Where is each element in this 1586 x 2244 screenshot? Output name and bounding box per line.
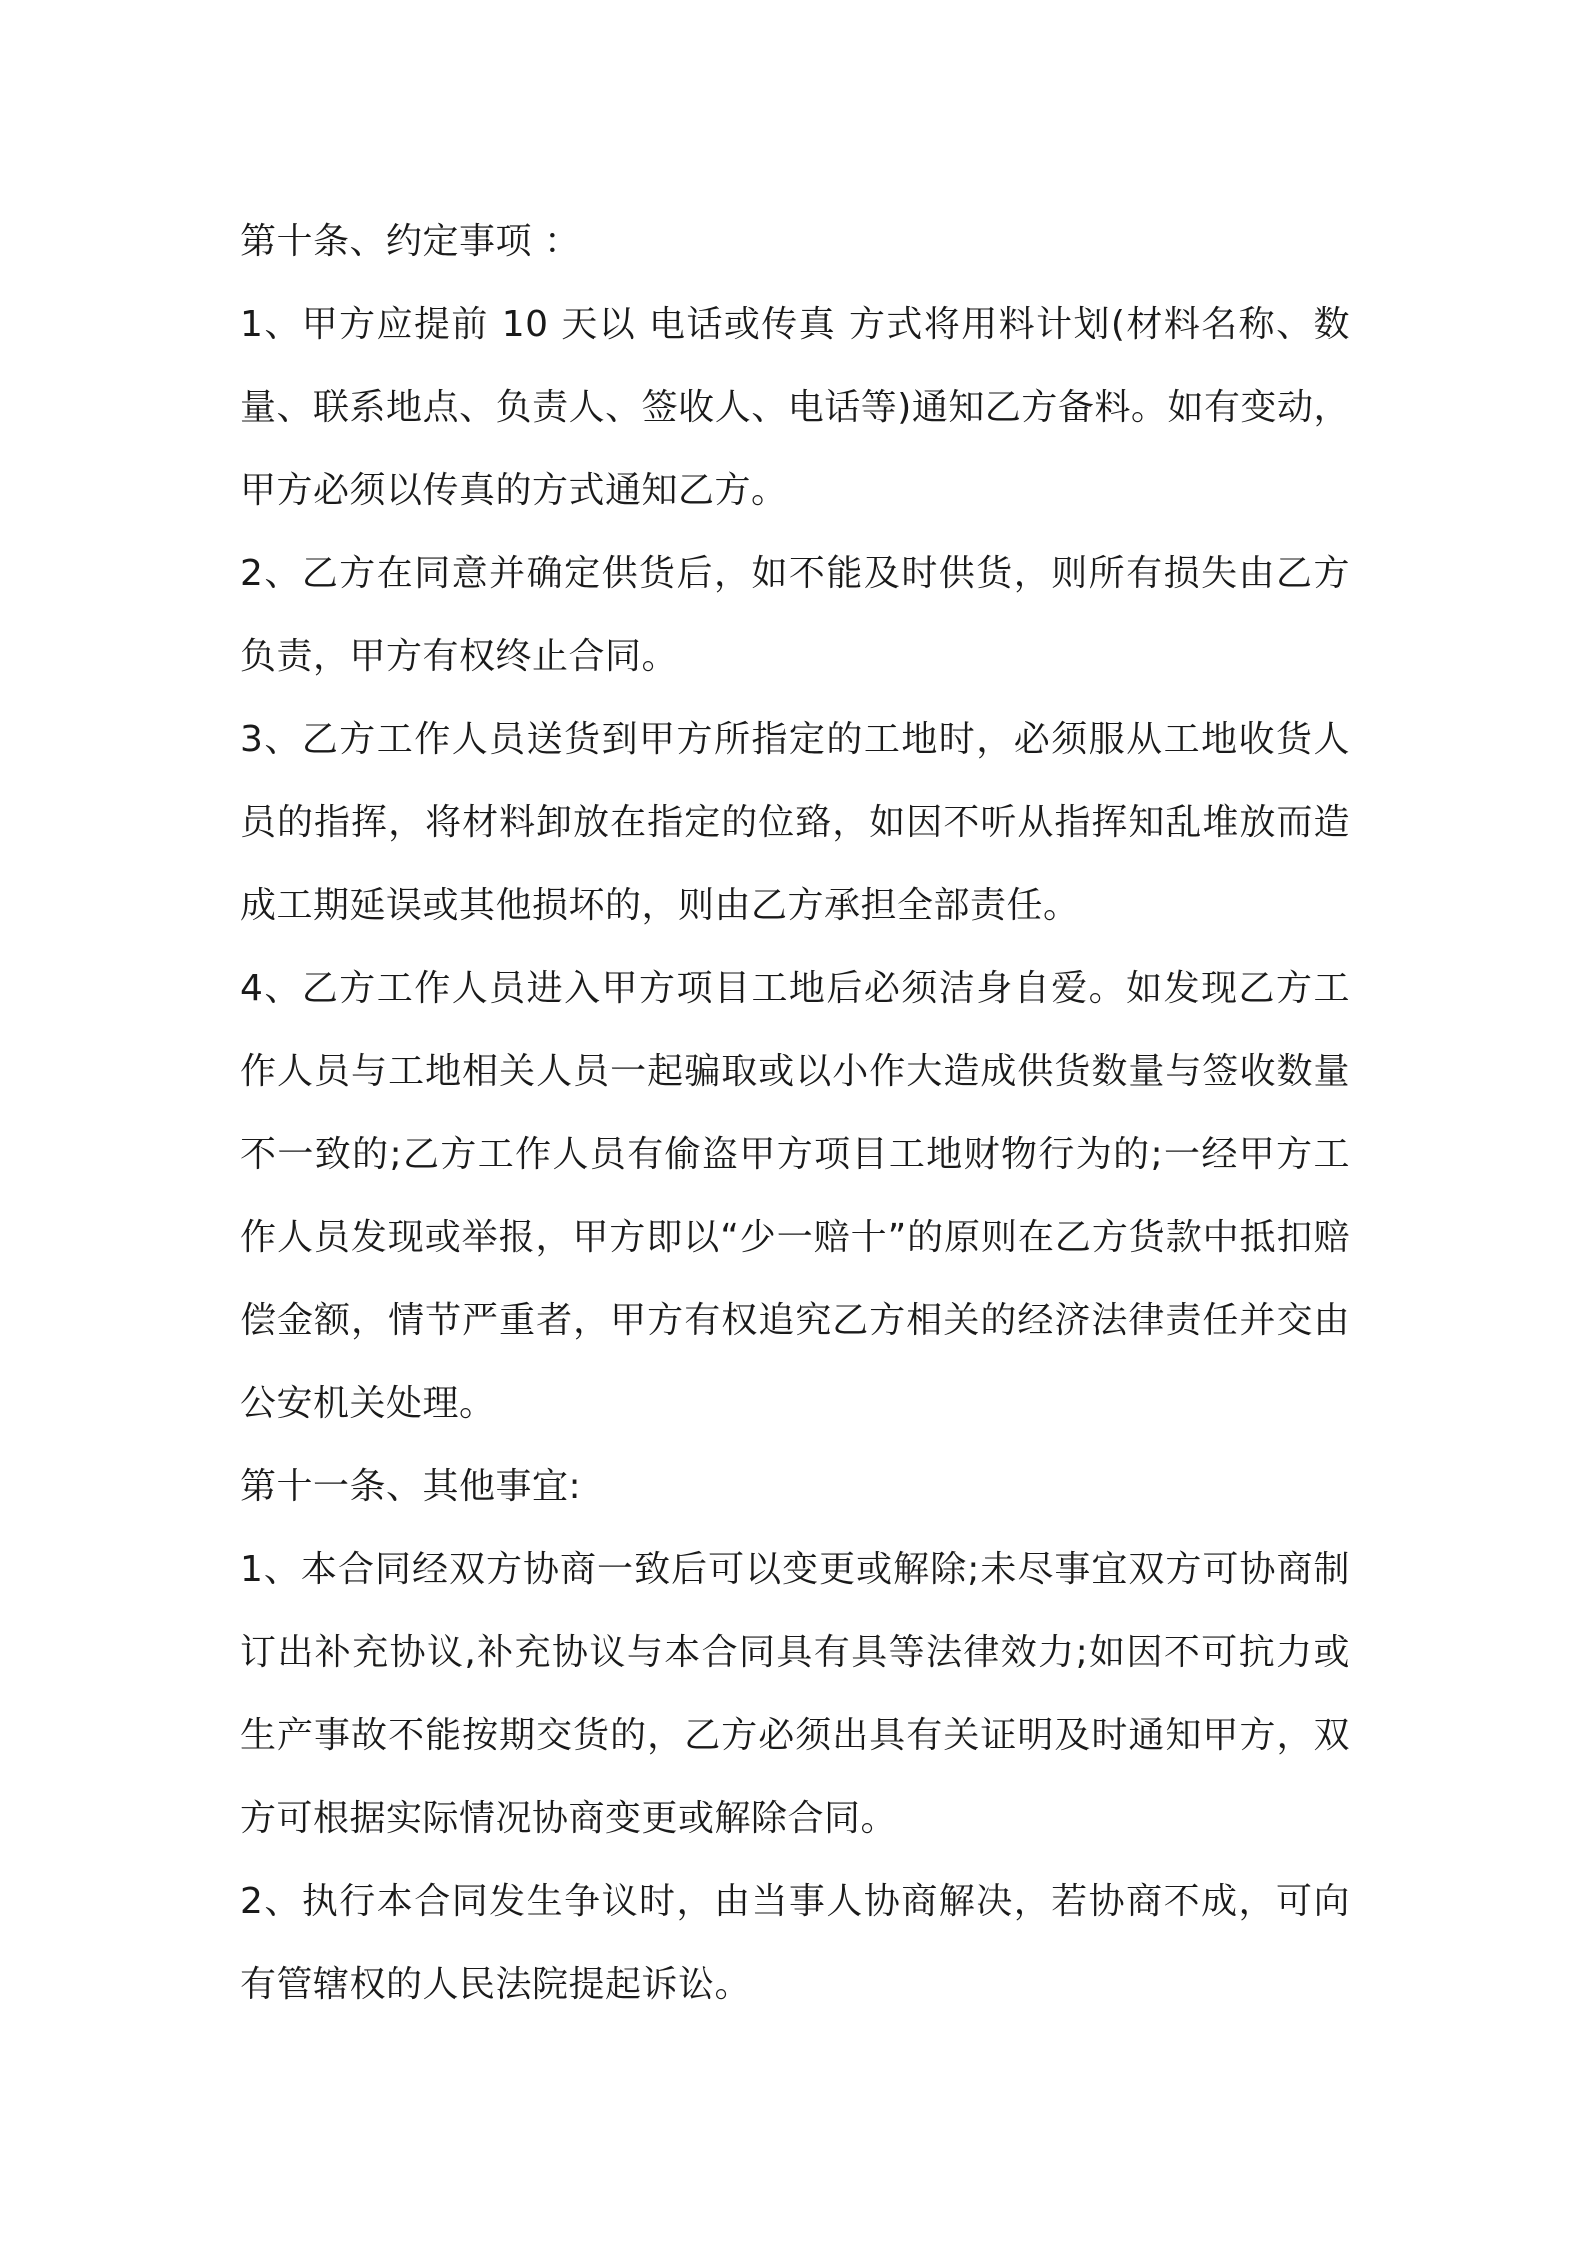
article-10-item-2: 2、乙方在同意并确定供货后，如不能及时供货，则所有损失由乙方负责，甲方有权终止合同。 <box>240 553 1350 677</box>
document-body <box>240 200 1350 2026</box>
article-11-item-1: 1、本合同经双方协商一致后可以变更或解除;未尽事宜双方可协商制订出补充协议,补充协议与本合同具有具等法律效力;如因不可抗力或生产事故不能按期交货的，乙方必须出具有关证明及时通知甲方，双方可根据实际情况协商变更或解除合同。 <box>240 1549 1350 1839</box>
article-10-item-3: 3、乙方工作人员送货到甲方所指定的工地时，必须服从工地收货人员的指挥，将材料卸放在指定的位臵，如因不听从指挥知乱堆放而造成工期延误或其他损坏的，则由乙方承担全部责任。 <box>240 719 1350 926</box>
article-11-item-2: 2、执行本合同发生争议时，由当事人协商解决，若协商不成，可向有管辖权的人民法院提起诉讼。 <box>240 1881 1350 2005</box>
article-10-item-4: 4、乙方工作人员进入甲方项目工地后必须洁身自爱。如发现乙方工作人员与工地相关人员一起骗取或以小作大造成供货数量与签收数量不一致的;乙方工作人员有偷盗甲方项目工地财物行为的;一经甲方工作人员发现或举报，甲方即以“少一赔十”的原则在乙方货款中抵扣赔偿金额，情节严重者，甲方有权追究乙方相关的经济法律责任并交由公安机关处理。 <box>240 968 1350 1424</box>
article-10-item-1: 1、甲方应提前 10 天以 电话或传真 方式将用料计划(材料名称、数量、联系地点、负责人、签收人、电话等)通知乙方备料。如有变动，甲方必须以传真的方式通知乙方。 <box>240 304 1350 511</box>
article-10-title: 第十条、约定事项 ： <box>240 221 581 262</box>
article-11-title: 第十一条、其他事宜: <box>240 1466 582 1507</box>
